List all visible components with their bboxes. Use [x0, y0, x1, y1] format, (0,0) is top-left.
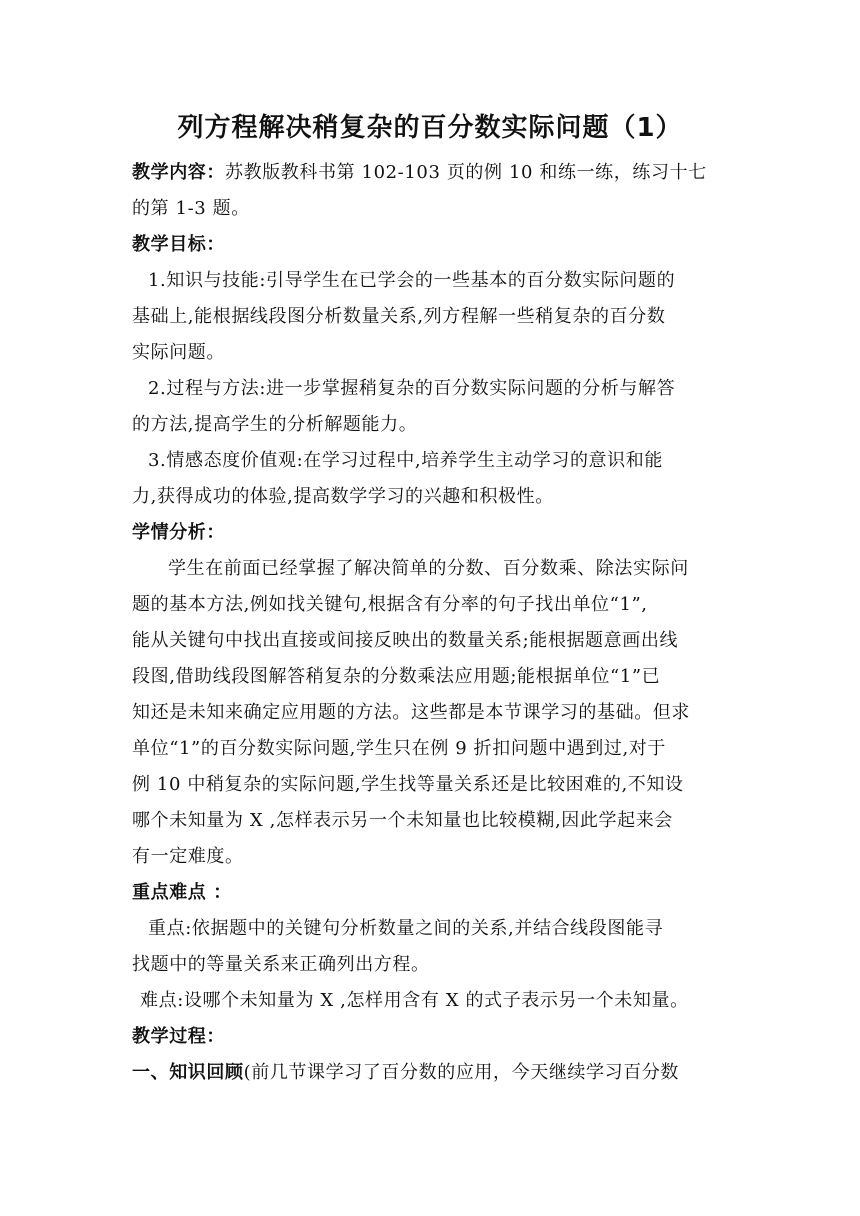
process-step-1 — [132, 1055, 732, 1091]
analysis-line: 能从关键句中找出直接或间接反映出的数量关系;能根据题意画出线 — [132, 630, 679, 651]
step-1-text: (前几节课学习了百分数的应用，今天继续学习百分数 — [243, 1062, 680, 1083]
content-line-1 — [132, 155, 732, 191]
analysis-line: 题的基本方法,例如找关键句,根据含有分率的句子找出单位“1”, — [132, 594, 648, 615]
document-title: 列方程解决稍复杂的百分数实际问题（1） — [177, 113, 683, 143]
goal-3-line-2: 力,获得成功的体验,提高数学学习的兴趣和积极性。 — [132, 486, 554, 507]
goal-1-line-2: 基础上,能根据线段图分析数量关系,列方程解一些稍复杂的百分数 — [132, 306, 666, 327]
analysis-line: 学生在前面已经掌握了解决简单的分数、百分数乘、除法实际问 — [168, 558, 689, 579]
analysis-heading: 学情分析： — [132, 522, 225, 543]
analysis-line: 单位“1”的百分数实际问题,学生只在例 9 折扣问题中遇到过,对于 — [132, 738, 666, 759]
goal-1-line-1: 1.知识与技能:引导学生在已学会的一些基本的百分数实际问题的 — [148, 270, 676, 291]
analysis-line: 例 10 中稍复杂的实际问题,学生找等量关系还是比较困难的,不知设 — [132, 774, 684, 795]
document-body — [132, 155, 732, 1091]
goals-heading: 教学目标： — [132, 234, 225, 255]
focus-line-2: 找题中的等量关系来正确列出方程。 — [132, 954, 430, 975]
content-heading: 教学内容： — [132, 162, 225, 183]
goal-2-line-1: 2.过程与方法:进一步掌握稍复杂的百分数实际问题的分析与解答 — [148, 378, 676, 399]
content-line-2: 的第 1-3 题。 — [132, 198, 250, 219]
process-heading: 教学过程： — [132, 1026, 225, 1047]
goal-3-line-1: 3.情感态度价值观:在学习过程中,培养学生主动学习的意识和能 — [148, 450, 663, 471]
goal-1-line-3: 实际问题。 — [132, 342, 225, 363]
analysis-line: 段图,借助线段图解答稍复杂的分数乘法应用题;能根据单位“1”已 — [132, 666, 661, 687]
analysis-line: 有一定难度。 — [132, 846, 244, 867]
analysis-line: 哪个未知量为 X ,怎样表示另一个未知量也比较模糊,因此学起来会 — [132, 810, 673, 831]
analysis-line: 知还是未知来确定应用题的方法。这些都是本节课学习的基础。但求 — [132, 702, 690, 723]
difficulty-line: 难点:设哪个未知量为 X ,怎样用含有 X 的式子表示另一个未知量。 — [140, 990, 689, 1011]
content-text-1: 苏教版教科书第 102-103 页的例 10 和练一练，练习十七 — [225, 162, 707, 183]
keypoints-heading: 重点难点 ： — [132, 882, 232, 903]
step-1-heading: 一、知识回顾 — [132, 1062, 244, 1083]
focus-line-1: 重点:依据题中的关键句分析数量之间的关系,并结合线段图能寻 — [148, 918, 664, 939]
goal-2-line-2: 的方法,提高学生的分析解题能力。 — [132, 414, 418, 435]
